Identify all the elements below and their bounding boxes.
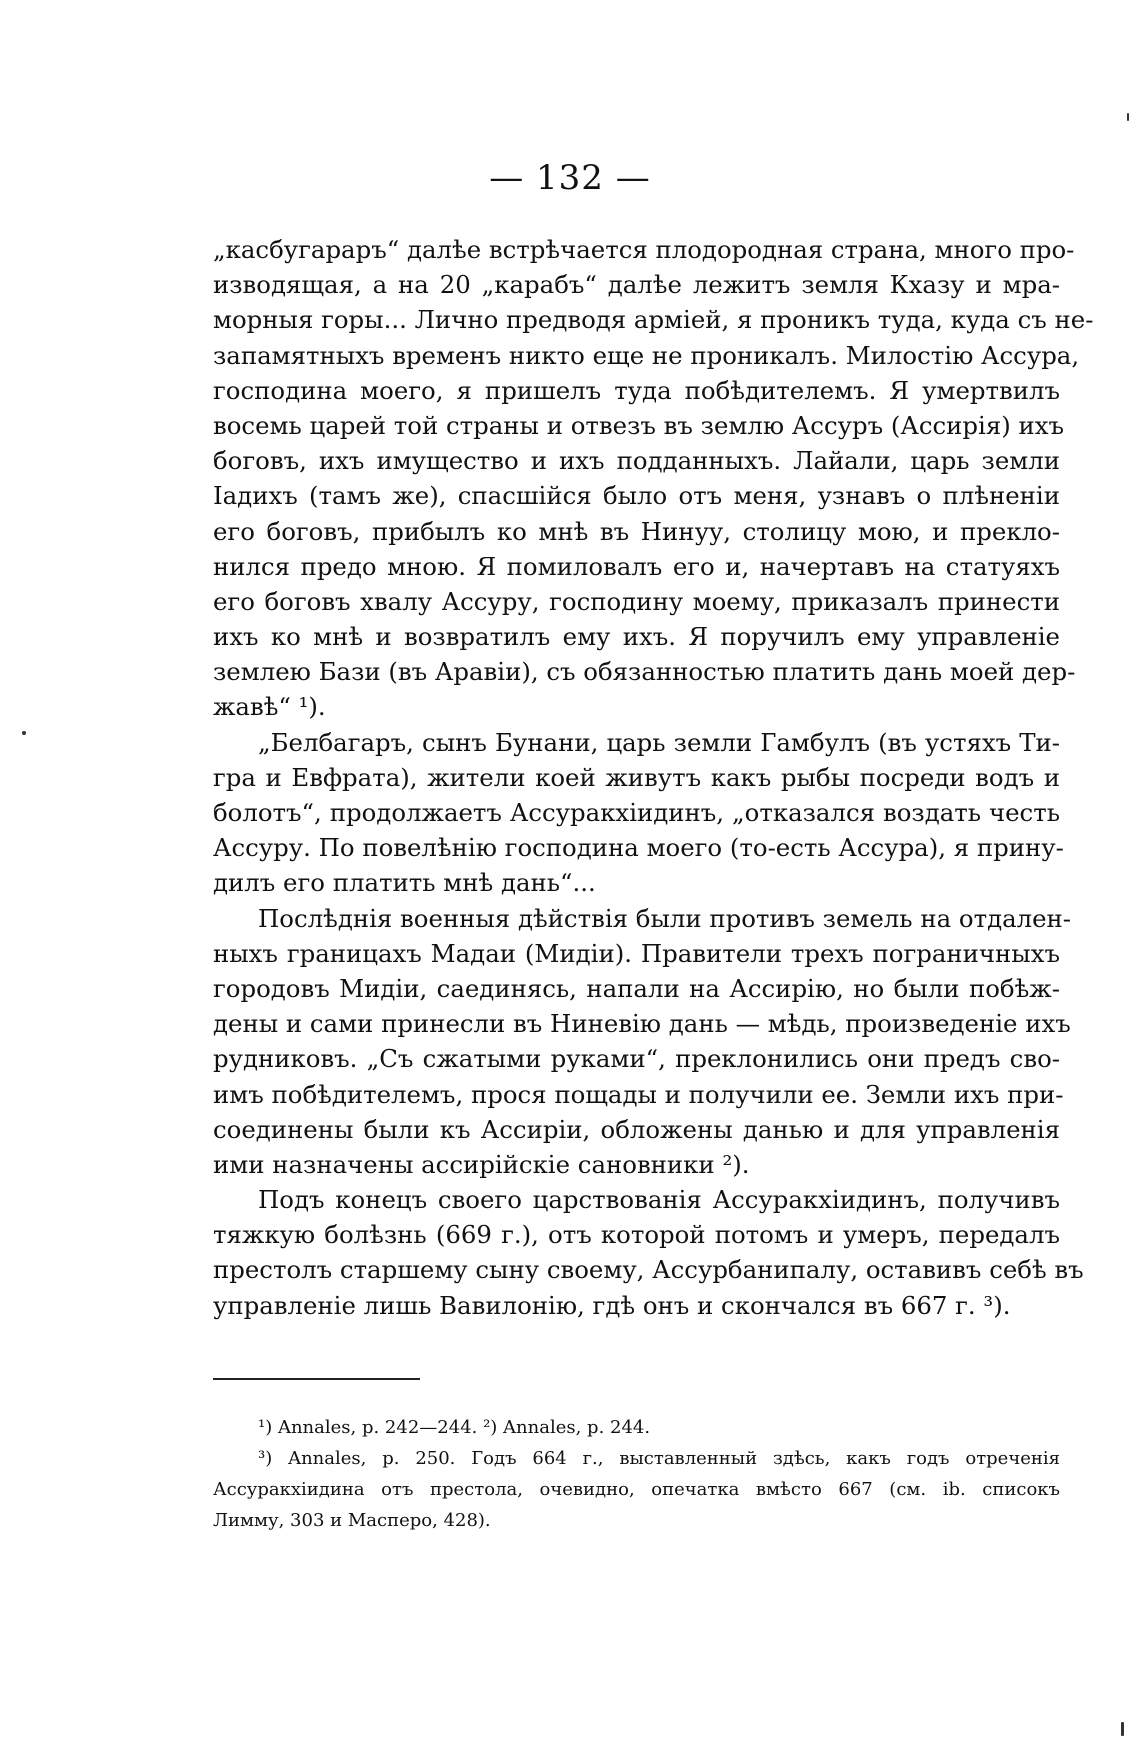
text-line: гра и Евфрата), жители коей живутъ какъ рыбы посреди водъ и (213, 762, 1060, 792)
text-line: городовъ Мидіи, саединясь, напали на Ассирію, но были побѣж- (213, 973, 1060, 1003)
text-line: ими назначены ассирійскіе сановники ²). (213, 1149, 750, 1179)
print-speck (22, 731, 26, 735)
print-speck (1127, 113, 1129, 121)
footnote-line: ³) Annales, p. 250. Годъ 664 г., выставленный здѣсь, какъ годъ отреченія (258, 1448, 1060, 1469)
text-line: ныхъ границахъ Мадаи (Мидіи). Правители трехъ пограничныхъ (213, 938, 1060, 968)
text-line: господина моего, я пришелъ туда побѣдителемъ. Я умертвилъ (213, 375, 1060, 405)
footnote-line: Ассуракхіидина отъ престола, очевидно, опечатка вмѣсто 667 (см. ib. списокъ (213, 1479, 1060, 1500)
text-line: изводящая, а на 20 „карабъ“ далѣе лежитъ земля Кхазу и мра- (213, 270, 1060, 300)
text-line: нился предо мною. Я помиловалъ его и, начертавъ на статуяхъ (213, 551, 1060, 581)
text-line: его боговъ, прибылъ ко мнѣ въ Нинуу, столицу мою, и прекло- (213, 516, 1060, 546)
footnote-divider (213, 1378, 420, 1380)
text-line: Подъ конецъ своего царствованія Ассуракхіидинъ, получивъ (258, 1185, 1060, 1215)
text-line: престолъ старшему сыну своему, Ассурбанипалу, оставивъ себѣ въ (213, 1255, 1084, 1285)
print-speck (1121, 1722, 1124, 1736)
text-line: дилъ его платить мнѣ дань“... (213, 868, 596, 898)
text-line: Послѣднія военныя дѣйствія были противъ земель на отдален- (258, 903, 1072, 933)
text-line: Ассуру. По повелѣнію господина моего (то-есть Ассура), я прину- (213, 833, 1064, 863)
footnote-line: Лимму, 303 и Масперо, 428). (213, 1510, 491, 1531)
text-line: „Белбагаръ, сынъ Бунани, царь земли Гамбулъ (въ устяхъ Ти- (258, 727, 1060, 757)
text-line: ихъ ко мнѣ и возвратилъ ему ихъ. Я поручилъ ему управленіе (213, 622, 1060, 652)
text-line: морныя горы... Лично предводя арміей, я проникъ туда, куда съ не- (213, 305, 1094, 335)
text-line: управленіе лишь Вавилонію, гдѣ онъ и скончался въ 667 г. ³). (213, 1290, 1011, 1320)
text-line: болотъ“, продолжаетъ Ассуракхіидинъ, „отказался воздать честь (213, 798, 1060, 827)
text-line: его боговъ хвалу Ассуру, господину моему, приказалъ принести (213, 586, 1060, 616)
page-number: — 132 — (489, 158, 651, 198)
text-line: восемь царей той страны и отвезъ въ землю Ассуръ (Ассирія) ихъ (213, 410, 1065, 440)
text-line: имъ побѣдителемъ, прося пощады и получили ее. Земли ихъ при- (213, 1079, 1064, 1109)
footnotes (213, 1412, 1060, 1536)
footnote-line: ¹) Annales, p. 242—244. ²) Annales, p. 244. (258, 1417, 651, 1438)
text-line: запамятныхъ временъ никто еще не проникалъ. Милостію Ассура, (213, 340, 1080, 370)
text-line: „касбугараръ“ далѣе встрѣчается плодородная страна, много про- (213, 235, 1075, 264)
text-line: землею Бази (въ Аравіи), съ обязанностью платить дань моей дер- (213, 657, 1076, 687)
text-line: соединены были къ Ассиріи, обложены данью и для управленія (213, 1114, 1060, 1144)
text-line: дены и сами принесли въ Ниневію дань — мѣдь, произведеніе ихъ (213, 1009, 1071, 1039)
text-line: боговъ, ихъ имущество и ихъ подданныхъ. Лайали, царь земли (213, 446, 1060, 476)
text-line: Іадихъ (тамъ же), спасшійся было отъ меня, узнавъ о плѣненіи (213, 481, 1060, 511)
text-line: рудниковъ. „Съ сжатыми руками“, преклонились они предъ сво- (213, 1044, 1060, 1074)
text-line: жавѣ“ ¹). (213, 692, 326, 722)
text-line: тяжкую болѣзнь (669 г.), отъ которой потомъ и умеръ, передалъ (213, 1220, 1060, 1250)
main-text (213, 232, 1094, 1323)
